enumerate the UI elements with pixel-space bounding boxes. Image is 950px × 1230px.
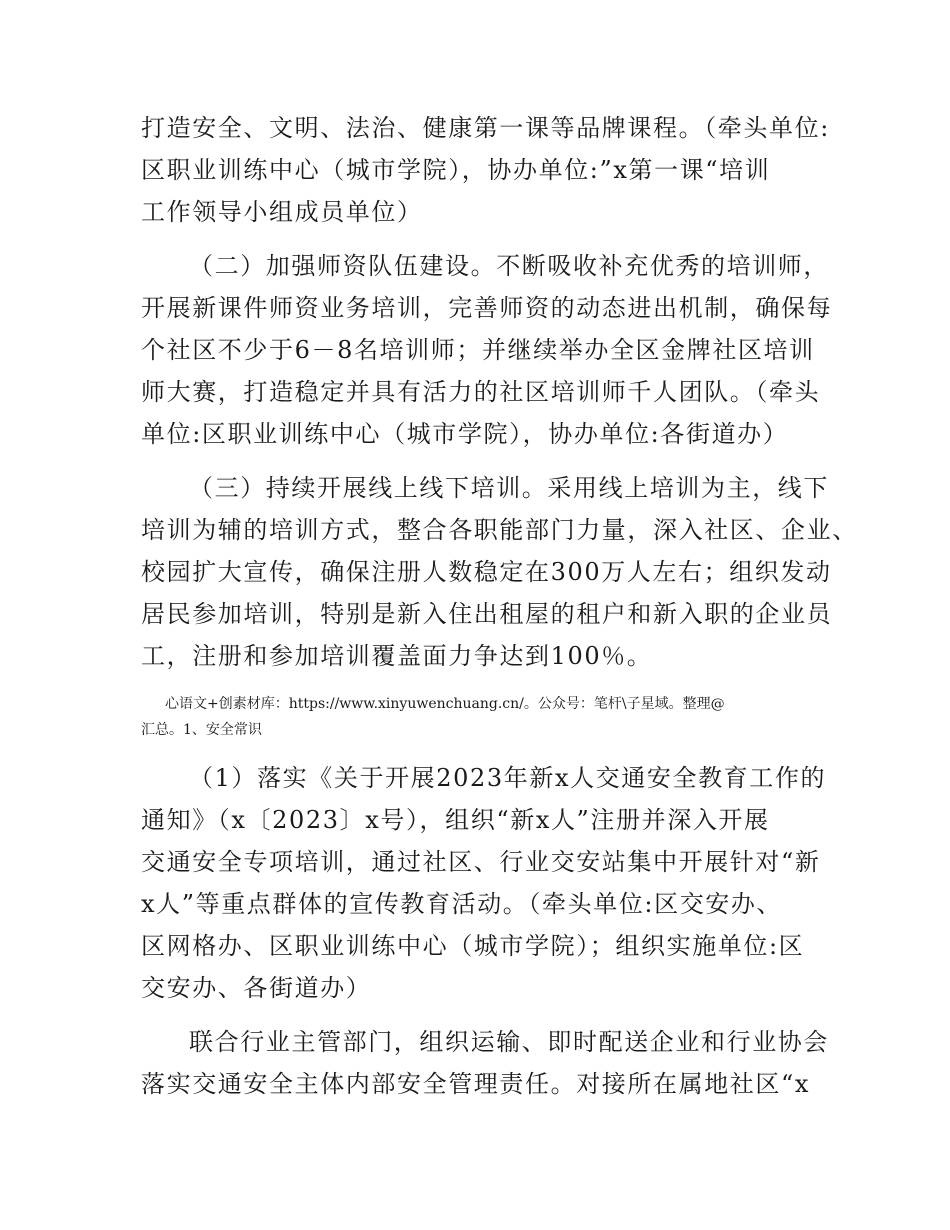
paragraph-line: 交通安全专项培训，通过社区、行业交安站集中开展针对“新: [141, 848, 821, 876]
paragraph-line: 联合行业主管部门，组织运输、即时配送企业和行业协会: [189, 1028, 829, 1056]
paragraph-line: 工作领导小组成员单位）: [141, 198, 423, 226]
paragraph-line: 区网格办、区职业训练中心（城市学院）；组织实施单位:区: [141, 932, 805, 960]
paragraph-line: x人”等重点群体的宣传教育活动。（牵头单位:区交安办、: [141, 890, 783, 918]
section-heading-line: （三）持续开展线上线下培训。采用线上培训为主，线下: [189, 474, 829, 502]
paragraph-line: 区职业训练中心（城市学院），协办单位:”x第一课“培训: [141, 156, 771, 184]
paragraph-line: 落实交通安全主体内部安全管理责任。对接所在属地社区“x: [141, 1070, 811, 1098]
paragraph-line: 工，注册和参加培训覆盖面力争达到100％。: [141, 642, 653, 670]
section-heading-line: （二）加强师资队伍建设。不断吸收补充优秀的培训师，: [189, 252, 829, 280]
paragraph-line: 师大赛，打造稳定并具有活力的社区培训师千人团队。（牵头: [141, 378, 821, 406]
paragraph-line: 居民参加培训，特别是新入住出租屋的租户和新入职的企业员: [141, 600, 833, 628]
subsection-heading-line: （1）落实《关于开展2023年新x人交通安全教育工作的: [189, 764, 827, 792]
source-note-line: 汇总。1、安全常识: [141, 722, 262, 738]
paragraph-line: 通知》（x〔2023〕x号），组织“新x人”注册并深入开展: [141, 806, 770, 834]
paragraph-line: 交安办、各街道办）: [141, 974, 372, 1002]
paragraph-line: 单位:区职业训练中心（城市学院），协办单位:各街道办）: [141, 420, 789, 448]
source-note-line: 心语文+创素材库：https://www.xinyuwenchuang.cn/。公众号：笔杆\子星域。整理@: [165, 696, 725, 712]
paragraph-line: 个社区不少于6－8名培训师；并继续举办全区金牌社区培训: [141, 336, 815, 364]
paragraph-line: 培训为辅的培训方式，整合各职能部门力量，深入社区、企业、: [141, 516, 858, 544]
paragraph-line: 开展新课件师资业务培训，完善师资的动态进出机制，确保每: [141, 294, 833, 322]
paragraph-line: 打造安全、文明、法治、健康第一课等品牌课程。（牵头单位:: [141, 114, 830, 142]
paragraph-line: 校园扩大宣传，确保注册人数稳定在300万人左右；组织发动: [141, 558, 832, 586]
